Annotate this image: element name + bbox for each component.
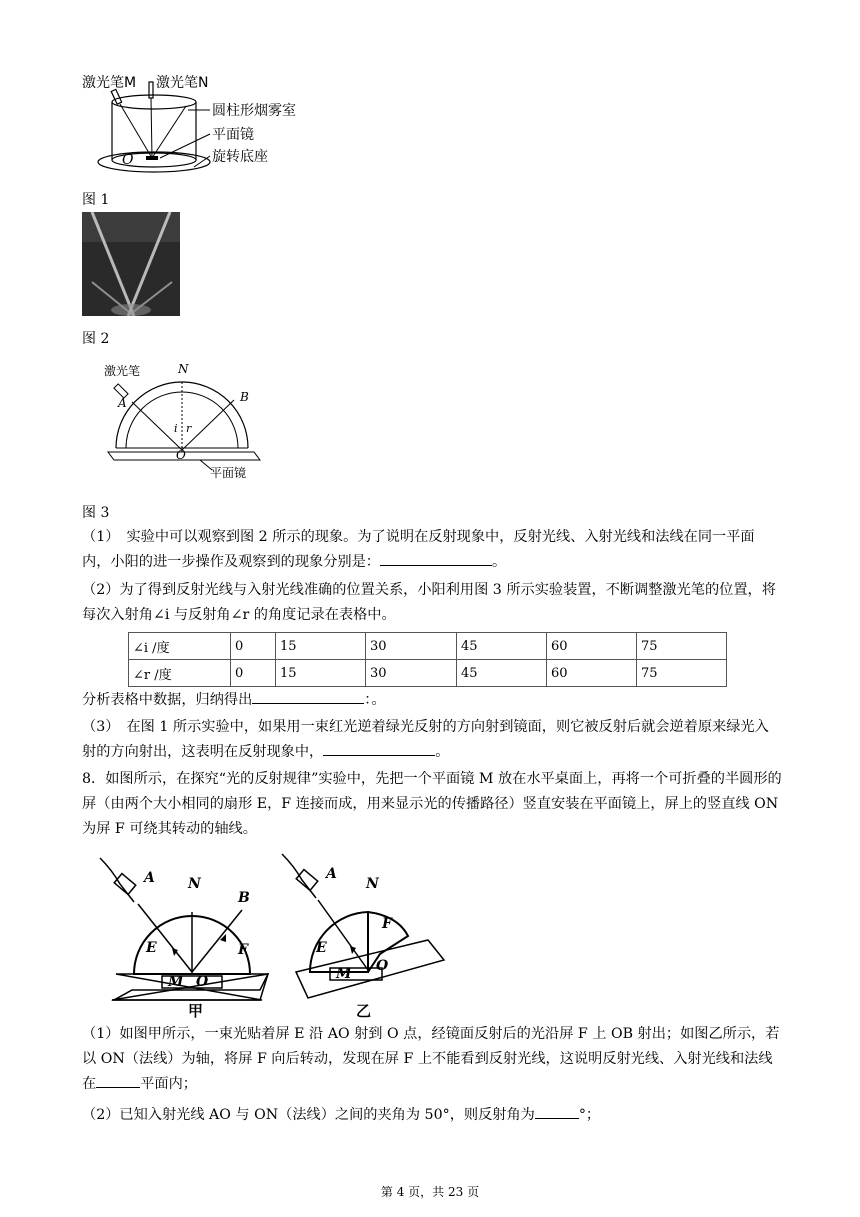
table-cell: 15: [276, 660, 366, 687]
q7-part1-blank[interactable]: [380, 551, 492, 566]
table-header-i: ∠i /度: [129, 633, 231, 660]
table-row: [129, 633, 727, 660]
jia-label-f: F: [238, 942, 248, 958]
q7-part2: （2）为了得到反射光线与入射光线准确的位置关系，小阳利用图 3 所示实验装置，不断调整激光笔的位置，将每次入射角∠i 与反射角∠r 的角度记录在表格中。: [82, 582, 776, 623]
figure-jia-drawing: [92, 850, 282, 1020]
jia-label-a: A: [144, 870, 155, 886]
figure-1-caption: 图 1: [82, 192, 110, 208]
fig3-label-laser: 激光笔: [104, 364, 141, 378]
q7-part1: [82, 525, 782, 575]
fig3-label-i: i: [174, 422, 178, 435]
yi-caption: 乙: [356, 1002, 372, 1020]
figure-jia: [92, 850, 282, 1020]
q8-part2-text: （2）已知入射光线 AO 与 ON（法线）之间的夹角为 50°，则反射角为: [82, 1107, 535, 1123]
q7-part3-end: 。: [435, 744, 450, 760]
q7-part3: [82, 715, 782, 765]
table-cell: 30: [366, 633, 457, 660]
table-cell: 45: [457, 633, 547, 660]
table-cell: 15: [276, 633, 366, 660]
q7-part1-text: （1） 实验中可以观察到图 2 所示的现象。为了说明在反射现象中，反射光线、入射光线和法线在同一平面内，小阳的进一步操作及观察到的现象分别是：: [82, 529, 755, 570]
jia-label-o: O: [196, 974, 209, 990]
q8-part2-blank[interactable]: [535, 1104, 579, 1119]
q7-part1-end: 。: [491, 554, 507, 570]
jia-label-m: M: [168, 974, 184, 990]
fig1-label-laser-m: 激光笔M: [82, 75, 137, 91]
jia-label-e: E: [146, 940, 157, 956]
fig1-label-mirror: 平面镜: [212, 127, 254, 143]
fig3-label-n: N: [178, 362, 189, 376]
q8-part1-text: （1）如图甲所示，一束光贴着屏 E 沿 AO 射到 O 点，经镜面反射后的光沿屏 F 上 OB 射出；如图乙所示，若以 ON（法线）为轴，将屏 F 向后转动，发现在屏 F 上不能看到反射光线，这说明反射光线、入射光线和法线在: [82, 1026, 780, 1092]
jia-label-n: N: [188, 876, 201, 892]
table-cell: 75: [637, 660, 727, 687]
fig3-label-a: A: [118, 396, 127, 410]
table-header-r: ∠r /度: [129, 660, 231, 687]
fig3-label-o: O: [176, 448, 186, 462]
angle-table: [128, 632, 727, 687]
q7-conclusion-suffix: ：。: [364, 692, 386, 708]
fig1-label-o: O: [122, 152, 134, 168]
q8-part1: [82, 1022, 782, 1097]
q7-conclusion: [82, 688, 782, 713]
q8-part2-end: °；: [578, 1107, 601, 1123]
figure-3-caption: 图 3: [82, 505, 110, 521]
fig1-label-laser-n: 激光笔N: [156, 75, 209, 91]
table-row: [129, 660, 727, 687]
table-cell: 0: [231, 633, 276, 660]
table-cell: 60: [547, 660, 637, 687]
jia-caption: 甲: [188, 1002, 204, 1020]
table-cell: 60: [547, 633, 637, 660]
q8-part1-blank[interactable]: [96, 1073, 140, 1088]
yi-label-a: A: [326, 866, 337, 882]
table-cell: 75: [637, 633, 727, 660]
q7-part3-blank[interactable]: [323, 741, 435, 756]
figure-3: [104, 360, 264, 482]
yi-label-f: F: [382, 916, 392, 932]
q8-intro: 8．如图所示，在探究“光的反射规律”实验中，先把一个平面镜 M 放在水平桌面上，再将一个可折叠的半圆形的屏（由两个大小相同的扇形 E，F 连接而成，用来显示光的传播路径）竖直安装在平面镜上，屏上的竖直线 ON 为屏 F 可绕其转动的轴线。: [82, 771, 782, 837]
jia-label-b: B: [238, 890, 250, 906]
figure-1: [82, 72, 312, 182]
fig1-label-chamber: 圆柱形烟雾室: [212, 103, 296, 119]
fig3-label-b: B: [240, 390, 249, 404]
table-cell: 45: [457, 660, 547, 687]
fig1-label-base: 旋转底座: [212, 149, 268, 165]
figure-yi: [272, 850, 462, 1020]
q8-part2: [82, 1103, 782, 1128]
figure-2-caption: 图 2: [82, 331, 110, 347]
figure-2-photo: [82, 212, 180, 316]
yi-label-m: M: [336, 966, 352, 982]
table-cell: 0: [231, 660, 276, 687]
figure-2-beams: [82, 212, 180, 316]
q7-conclusion-prefix: 分析表格中数据，归纳得出: [82, 692, 253, 708]
yi-label-e: E: [316, 940, 327, 956]
yi-label-o: O: [376, 958, 389, 974]
q7-conclusion-blank[interactable]: [252, 689, 364, 704]
page-footer: 第 4 页，共 23 页: [380, 1185, 480, 1199]
fig3-label-mirror: 平面镜: [210, 466, 247, 480]
yi-label-n: N: [366, 876, 379, 892]
table-cell: 30: [366, 660, 457, 687]
q7-part3-text: （3） 在图 1 所示实验中，如果用一束红光逆着绿光反射的方向射到镜面，则它被反射后就会逆着原来绿光入射的方向射出，这表明在反射现象中，: [82, 719, 769, 760]
q8-part1-end: 平面内；: [140, 1076, 197, 1092]
fig3-label-r: r: [186, 422, 192, 435]
